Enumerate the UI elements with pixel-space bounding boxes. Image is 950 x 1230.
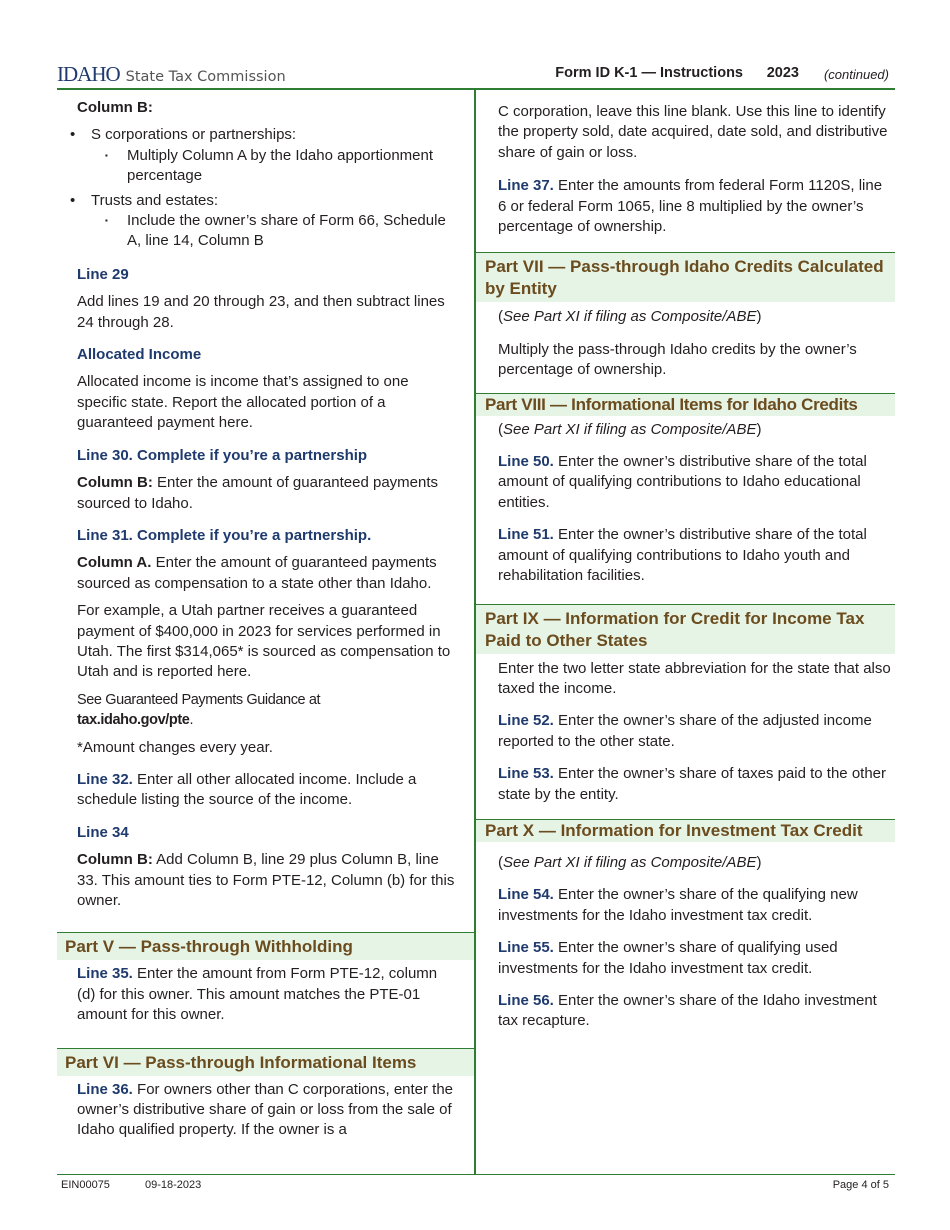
line-30-text: Column B: Enter the amount of guaranteed payments sourced to Idaho. — [77, 474, 439, 512]
revision-date: 09-18-2023 — [145, 1179, 202, 1191]
see-part-xi-note: (See Part XI if filing as Composite/ABE) — [498, 308, 762, 326]
see-part-xi-note: (See Part XI if filing as Composite/ABE) — [498, 420, 762, 438]
line-36-continued: C corporation, leave this line blank. Use this line to identify the property sold, date acquired, date sold, and distributive share of gain or loss. — [498, 103, 888, 161]
line-32-text: Line 32. Enter all other allocated income. Include a schedule listing the source of the income. — [77, 770, 417, 809]
line-36-text: Line 36. For owners other than C corporations, enter the owner’s distributive share of gain or loss from the sale of Idaho qualified property. If the owner is a — [77, 1080, 454, 1139]
line-29-text: Add lines 19 and 20 through 23, and then subtract lines 24 through 28. — [77, 293, 445, 331]
list-item: ▪ Include the owner’s share of Form 66, Schedule A, line 14, Column B — [57, 211, 458, 252]
page-number: Page 4 of 5 — [832, 1179, 889, 1191]
line-50-text: Line 50. Enter the owner’s distributive share of the total amount of qualifying contributions to Idaho educational entities. — [498, 453, 867, 511]
page-footer — [57, 1174, 895, 1191]
page-header — [57, 62, 895, 90]
part-ix-text: Enter the two letter state abbreviation for the state that also taxed the income. — [498, 659, 891, 697]
line-53-text: Line 53. Enter the owner’s share of taxes paid to the other state by the entity. — [498, 765, 887, 803]
part-x-heading: Part X — Information for Investment Tax Credit — [476, 819, 895, 842]
idaho-logo — [57, 62, 286, 87]
line-54-text: Line 54. Enter the owner’s share of the qualifying new investments for the Idaho investment tax credit. — [498, 886, 858, 924]
line-56-text: Line 56. Enter the owner’s share of the Idaho investment tax recapture. — [498, 991, 877, 1030]
part-vii-text: Multiply the pass-through Idaho credits by the owner’s percentage of ownership. — [498, 340, 857, 379]
line-37-text: Line 37. Enter the amounts from federal Form 1120S, line 6 or federal Form 1065, line 8 multiplied by the owner’s percentage of ownership. — [498, 177, 883, 236]
line-52-text: Line 52. Enter the owner’s share of the adjusted income reported to the other state. — [498, 712, 872, 750]
line-31-heading: Line 31. Complete if you’re a partnership. — [77, 526, 372, 544]
allocated-income-text: Allocated income is income that’s assigned to one specific state. Report the allocated portion of a guaranteed payment here. — [77, 373, 409, 432]
line-34-text: Column B: Add Column B, line 29 plus Column B, line 33. This amount ties to Form PTE-12, Column (b) for this owner. — [77, 851, 455, 909]
part-vii-heading: Part VII — Pass-through Idaho Credits Calculated by Entity — [476, 252, 895, 302]
see-part-xi-note: (See Part XI if filing as Composite/ABE) — [498, 853, 762, 871]
column-b-list — [57, 125, 474, 251]
left-column — [57, 98, 474, 1148]
line-51-text: Line 51. Enter the owner’s distributive share of the total amount of qualifying contributions to Idaho youth and rehabilitation facilities. — [498, 526, 867, 585]
part-v-heading: Part V — Pass-through Withholding — [57, 932, 474, 960]
column-b-heading: Column B: — [77, 99, 153, 116]
form-title: Form ID K-1 — Instructions — [555, 65, 743, 81]
line-29-heading: Line 29 — [77, 265, 129, 283]
example-text: For example, a Utah partner receives a guaranteed payment of $400,000 in 2023 for services performed in Utah. The first $314,065* is sourced as compensation to Utah and is reported here. — [77, 602, 451, 681]
form-year: 2023 — [766, 65, 799, 81]
line-35-text: Line 35. Enter the amount from Form PTE-12, column (d) for this owner. This amount matches the PTE-01 amount for this owner. — [77, 965, 438, 1024]
line-55-text: Line 55. Enter the owner’s share of qualifying used investments for the Idaho investment tax credit. — [498, 939, 838, 977]
continued-note: (continued) — [823, 67, 889, 82]
line-31-text: Column A. Enter the amount of guaranteed payments sourced as compensation to a state other than Idaho. — [77, 554, 437, 592]
part-vi-heading: Part VI — Pass-through Informational Items — [57, 1048, 474, 1076]
line-34-heading: Line 34 — [77, 823, 129, 841]
list-item: ▪ Multiply Column A by the Idaho apportionment percentage — [57, 146, 458, 187]
part-viii-heading: Part VIII — Informational Items for Idaho Credits — [476, 393, 895, 416]
right-column — [476, 98, 895, 1039]
list-item: • Trusts and estates: ▪ Include the owner’s share of Form 66, Schedule A, line 14, Column B — [57, 191, 458, 252]
logo-wordmark: IDAHO — [57, 62, 120, 86]
guidance-text: See Guaranteed Payments Guidance at tax.idaho.gov/pte. — [77, 691, 321, 729]
line-30-heading: Line 30. Complete if you’re a partnership — [77, 446, 368, 464]
part-ix-heading: Part IX — Information for Credit for Income Tax Paid to Other States — [476, 604, 895, 654]
form-code: EIN00075 — [61, 1179, 110, 1191]
agency-name: State Tax Commission — [125, 69, 286, 85]
allocated-income-heading: Allocated Income — [77, 346, 202, 364]
guidance-link[interactable]: tax.idaho.gov/pte — [77, 712, 190, 729]
amount-note: *Amount changes every year. — [77, 738, 273, 756]
list-item: • S corporations or partnerships: ▪ Multiply Column A by the Idaho apportionment percentage — [57, 125, 458, 186]
